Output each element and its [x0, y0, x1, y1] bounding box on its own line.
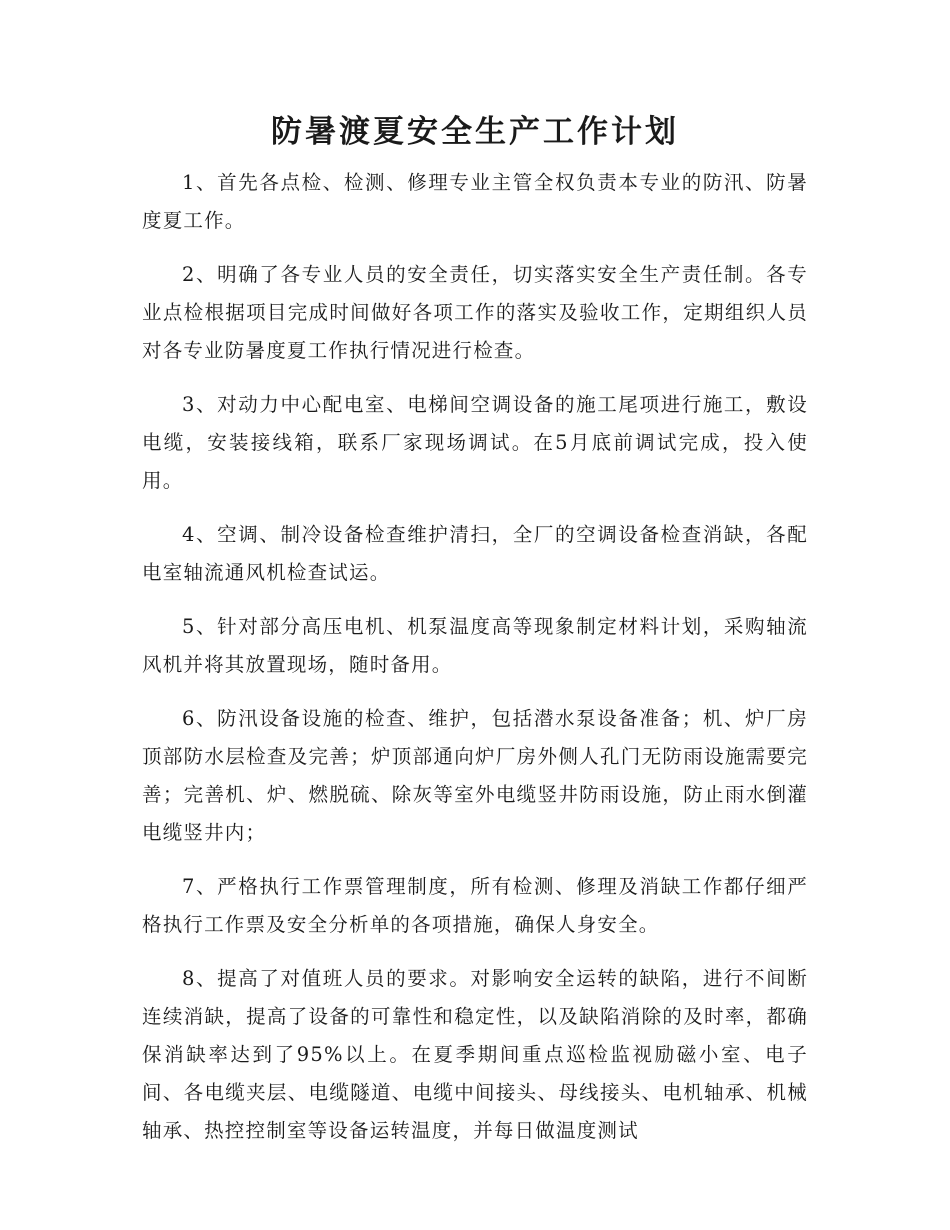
- paragraph-3: 3、对动力中心配电室、电梯间空调设备的施工尾项进行施工，敷设电缆，安装接线箱，联系厂家现场调试。在5月底前调试完成，投入使用。: [142, 393, 808, 492]
- paragraph-2: 2、明确了各专业人员的安全责任，切实落实安全生产责任制。各专业点检根据项目完成时间做好各项工作的落实及验收工作，定期组织人员对各专业防暑度夏工作执行情况进行检查。: [142, 263, 808, 362]
- paragraph-7: 7、严格执行工作票管理制度，所有检测、修理及消缺工作都仔细严格执行工作票及安全分析单的各项措施，确保人身安全。: [142, 875, 808, 936]
- paragraph-4: 4、空调、制冷设备检查维护清扫，全厂的空调设备检查消缺，各配电室轴流通风机检查试运。: [142, 523, 808, 584]
- paragraph-6: 6、防汛设备设施的检查、维护，包括潜水泵设备准备；机、炉厂房顶部防水层检查及完善；炉顶部通向炉厂房外侧人孔门无防雨设施需要完善；完善机、炉、燃脱硫、除灰等室外电缆竖井防雨设施，防止雨水倒灌电缆竖井内；: [142, 707, 808, 844]
- paragraph-1: 1、首先各点检、检测、修理专业主管全权负责本专业的防汛、防暑度夏工作。: [142, 171, 808, 232]
- document-body: [142, 164, 808, 1166]
- document-title: 防暑渡夏安全生产工作计划: [271, 114, 679, 150]
- paragraph-5: 5、针对部分高压电机、机泵温度高等现象制定材料计划，采购轴流风机并将其放置现场，随时备用。: [142, 615, 808, 676]
- paragraph-8: 8、提高了对值班人员的要求。对影响安全运转的缺陷，进行不间断连续消缺，提高了设备的可靠性和稳定性，以及缺陷消除的及时率，都确保消缺率达到了95%以上。在夏季期间重点巡检监视励磁小室、电子间、各电缆夹层、电缆隧道、电缆中间接头、母线接头、电机轴承、机械轴承、热控控制室等设备运转温度，并每日做温度测试: [142, 967, 808, 1142]
